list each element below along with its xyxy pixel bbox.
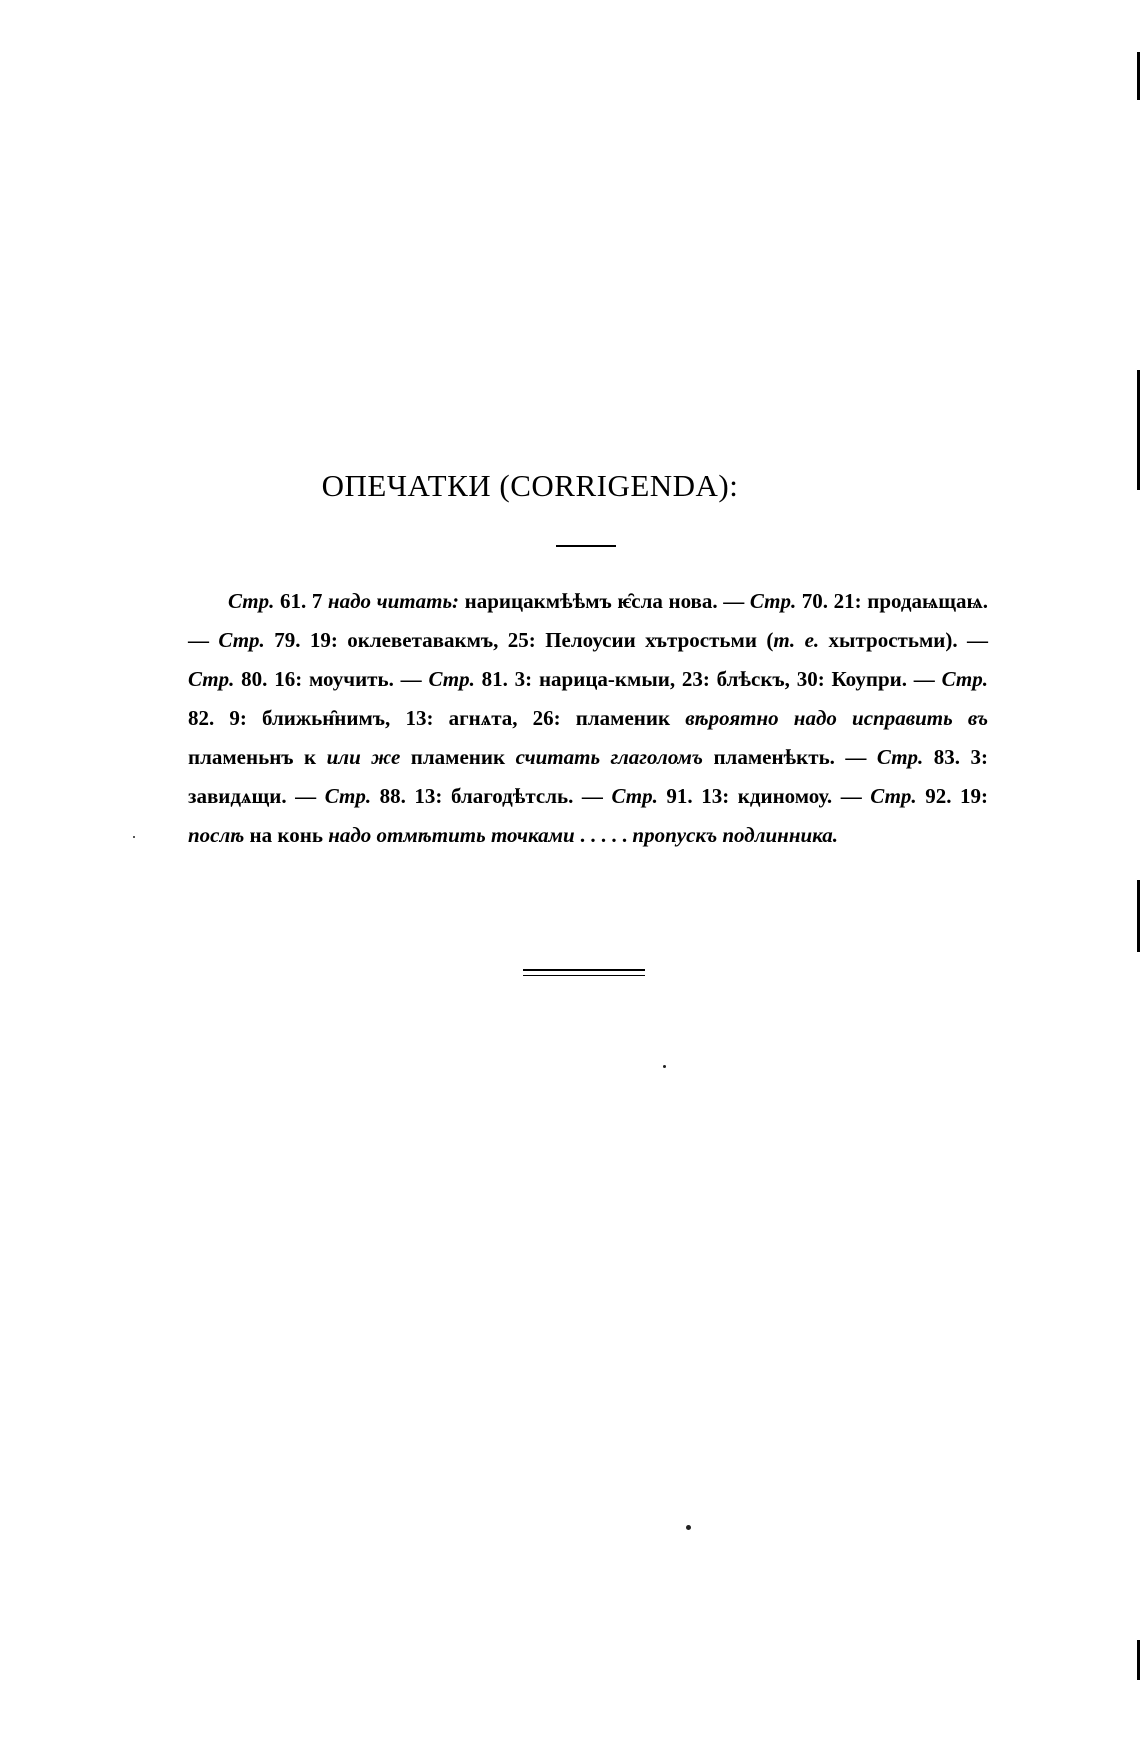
italic-segment: надо читать: — [327, 589, 460, 613]
text-segment: 79. 19: оклеветавакмъ, 25: Пелоусии хътростьми ( — [264, 628, 774, 652]
closing-rule — [523, 969, 645, 971]
text-segment: 61. 7 — [274, 589, 328, 613]
italic-segment: Стр. — [611, 784, 658, 808]
text-segment: нарицакмѣѣмъ ѥ̑сла нова. — — [459, 589, 750, 613]
italic-segment: Стр. — [188, 667, 235, 691]
text-segment: 92. 19: — [916, 784, 988, 808]
italic-segment: или же — [326, 745, 401, 769]
text-segment: 82. 9: ближьн̑нимъ, 13: агнѧта, 26: пламеник — [188, 706, 686, 730]
italic-segment: Стр. — [941, 667, 988, 691]
italic-segment: Стр. — [428, 667, 475, 691]
text-segment: пламенѣкть. — — [702, 745, 877, 769]
italic-segment: послѣ — [188, 823, 245, 847]
italic-segment: надо отмѣтить точками — [328, 823, 575, 847]
text-segment: . . . . . — [574, 823, 633, 847]
scan-speck — [686, 1525, 691, 1530]
italic-segment: т. е. — [773, 628, 820, 652]
italic-segment: Стр. — [876, 745, 924, 769]
text-segment: 83. 3: завидѧщи. — — [188, 745, 989, 808]
text-segment: хытростьми). — — [819, 628, 988, 652]
text-segment: пламеник — [400, 745, 516, 769]
page-title: ОПЕЧАТКИ (CORRIGENDA): — [321, 468, 739, 503]
italic-segment: Стр. — [228, 589, 275, 613]
text-segment: 70. 21: продаѩщаѩ. — — [188, 589, 988, 652]
text-segment: 80. 16: моучить. — — [234, 667, 429, 691]
text-segment: на конь — [244, 823, 329, 847]
text-segment: 81. 3: нарица-кмыи, 23: блѣскъ, 30: Коупри. — — [474, 667, 942, 691]
italic-segment: считать глаголомъ — [515, 745, 703, 769]
italic-segment: вѣроятно надо исправить въ — [685, 706, 989, 730]
text-segment: пламеньнъ к — [188, 745, 327, 769]
closing-rule-thin — [523, 975, 645, 976]
scan-speck — [133, 836, 135, 838]
italic-segment: пропускъ подлинника. — [632, 823, 839, 847]
italic-segment: Стр. — [749, 589, 797, 613]
scan-speck — [663, 1065, 666, 1068]
italic-segment: Стр. — [870, 784, 917, 808]
italic-segment: Стр. — [324, 784, 372, 808]
corrigenda-paragraph — [188, 582, 988, 855]
text-segment: 88. 13: благодѣтсль. — — [371, 784, 612, 808]
italic-segment: Стр. — [218, 628, 265, 652]
corrigenda-text — [188, 582, 988, 855]
title-rule — [556, 545, 616, 547]
text-segment: 91. 13: кдиномоу. — — [657, 784, 871, 808]
